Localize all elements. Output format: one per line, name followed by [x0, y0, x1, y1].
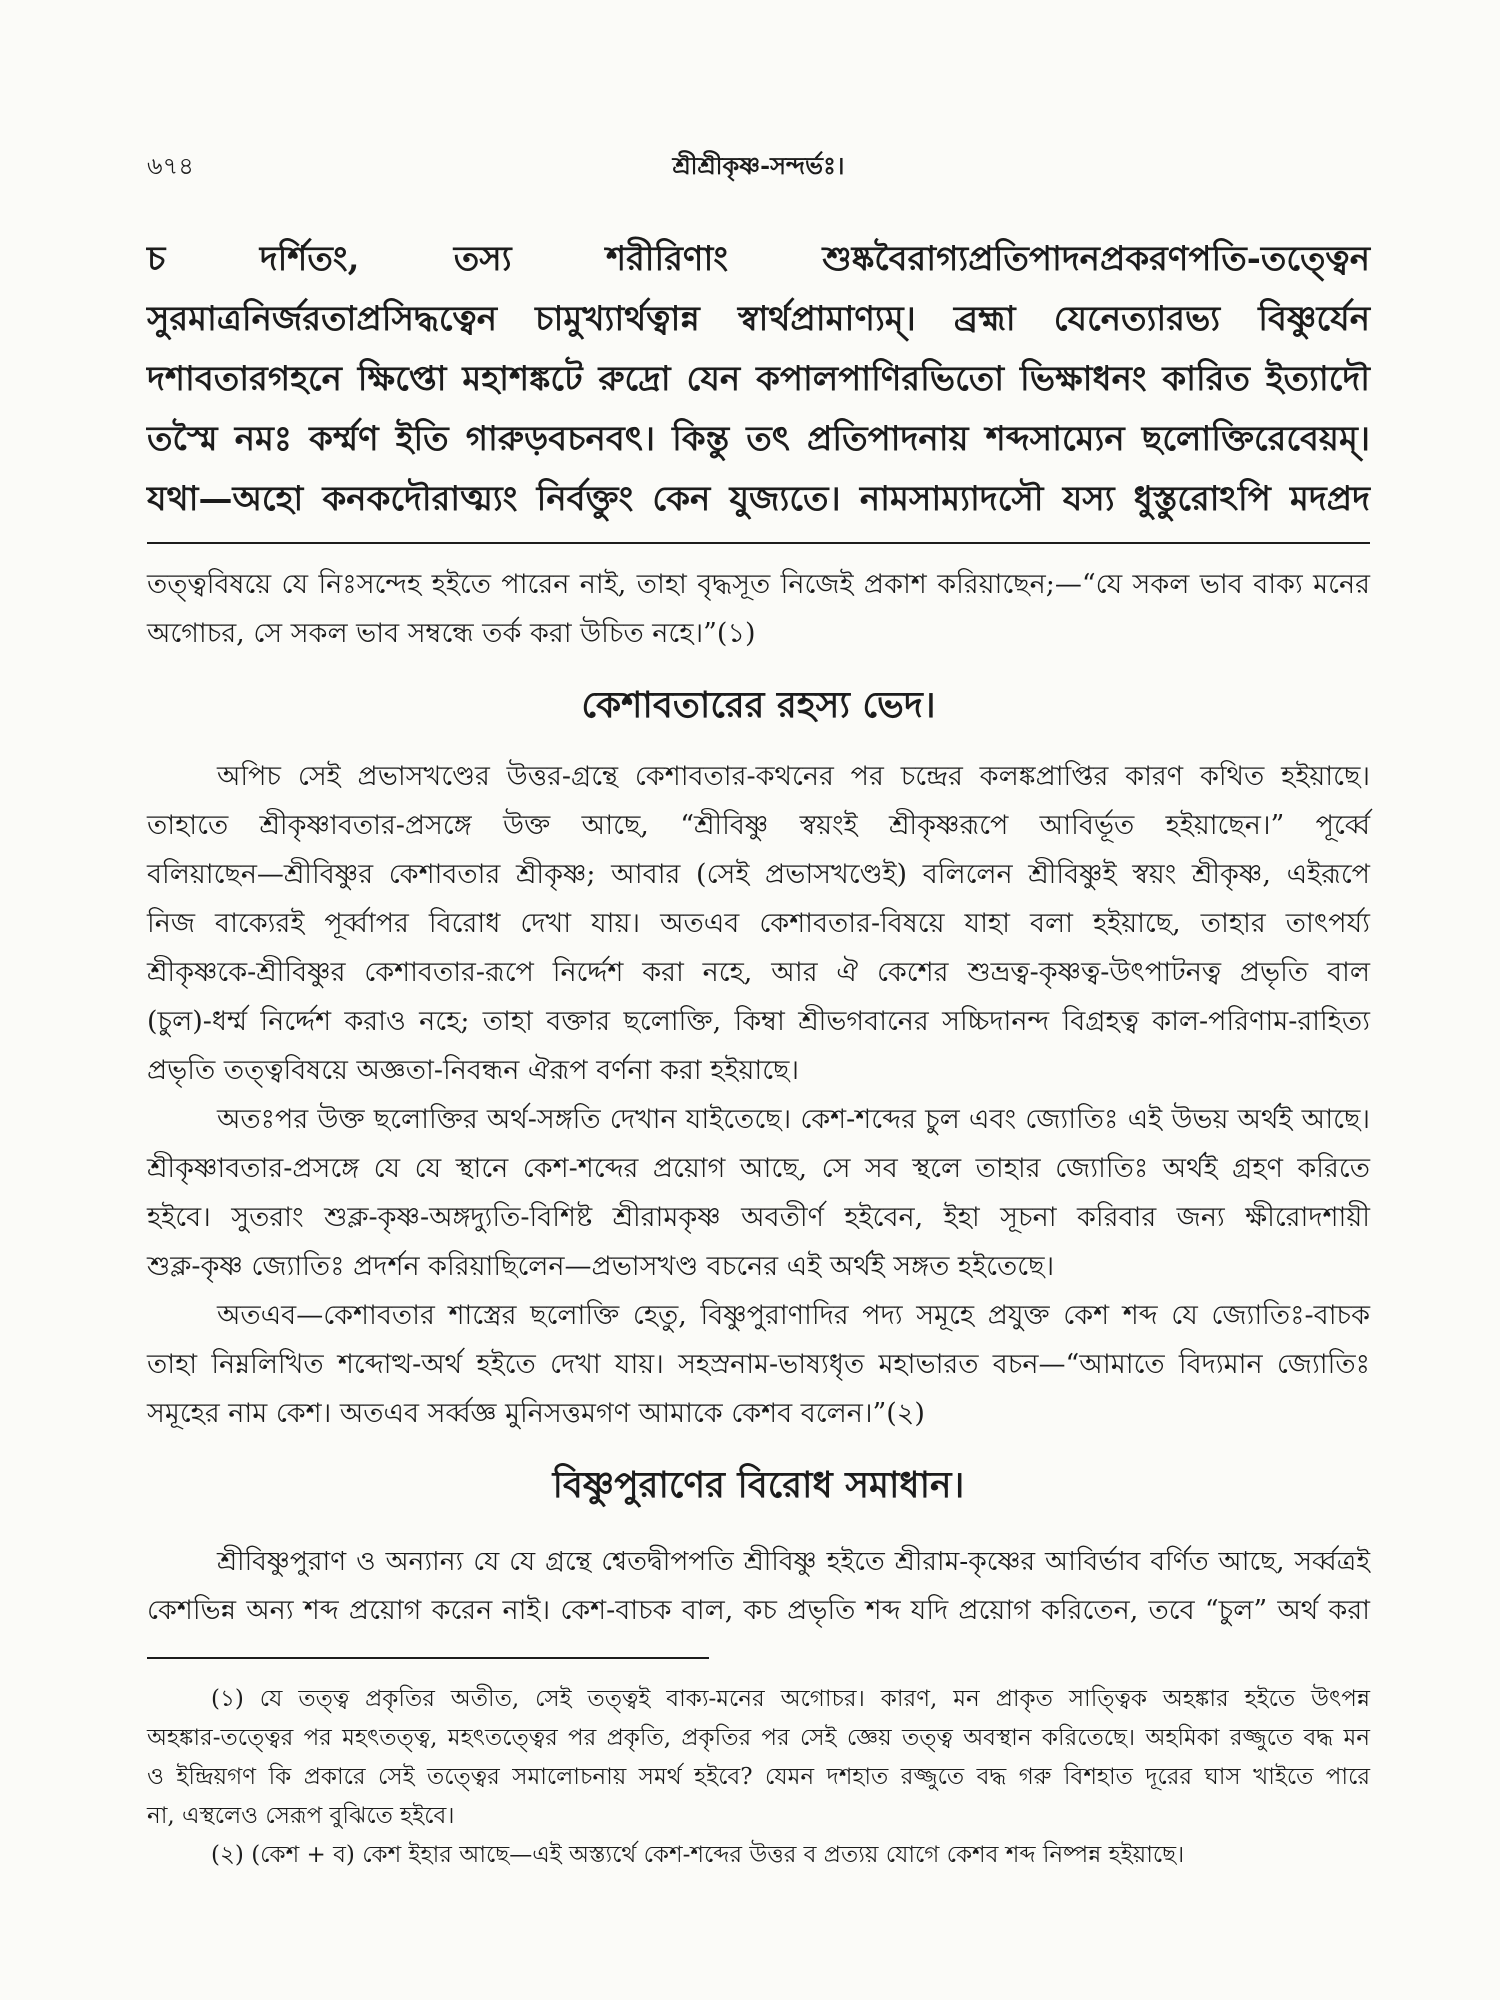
paragraph — [147, 752, 1370, 1095]
footnote-line: (২) (কেশ + ব) কেশ ইহার আছে—এই অস্ত্যর্থে কেশ-শব্দের উত্তর ব প্রত্যয় যোগে কেশব শব্দ নিষ্পন্ন হইয়াছে। — [211, 1842, 1185, 1868]
sanskrit-line: যথা—অহো কনকদৌরাত্ম্যং নির্বক্তুং কেন যুজ্যতে। নামসাম্যাদসৌ যস্য ধুস্তুরোঽপি মদপ্রদ — [147, 479, 1370, 519]
paragraph-line: প্রভৃতি তত্ত্ববিষয়ে অজ্ঞতা-নিবন্ধন ঐরূপ বর্ণনা করা হইয়াছে। — [147, 1055, 800, 1086]
footnote-line: না, এস্থলেও সেরূপ বুঝিতে হইবে। — [147, 1803, 455, 1829]
sanskrit-line: দশাবতারগহনে ক্ষিপ্তো মহাশঙ্কটে রুদ্রো যেন কপালপাণিরভিতো ভিক্ষাধনং কারিত ইত্যাদৌ — [147, 359, 1370, 399]
paragraph-line: শ্রীকৃষ্ণাবতার-প্রসঙ্গে যে যে স্থানে কেশ-শব্দের প্রয়োগ আছে, সে সব স্থলে তাহার জ্যোতিঃ অর্থই গ্রহণ করিতে — [147, 1153, 1370, 1184]
paragraph — [147, 1537, 1370, 1635]
sanskrit-passage — [147, 229, 1370, 529]
paragraph-line: তত্ত্ববিষয়ে যে নিঃসন্দেহ হইতে পারেন নাই, তাহা বৃদ্ধসূত নিজেই প্রকাশ করিয়াছেন;—“যে সকল ভাব বাক্য মনের — [147, 569, 1370, 600]
sanskrit-line: তস্মৈ নমঃ কর্ম্মণ ইতি গারুড়বচনবৎ। কিন্তু তৎ প্রতিপাদনায় শব্দসাম্যেন ছলোক্তিরেবেয়ম্। — [147, 419, 1370, 459]
footnote-line: ও ইন্দ্রিয়গণ কি প্রকারে সেই তত্ত্বের সমালোচনায় সমর্থ হইবে? যেমন দশহাত রজ্জুতে বদ্ধ গরু বিশহাত দূরের ঘাস খাইতে পারে — [147, 1764, 1370, 1790]
paragraph-line: নিজ বাক্যেরই পূর্ব্বাপর বিরোধ দেখা যায়। অতএব কেশাবতার-বিষয়ে যাহা বলা হইয়াছে, তাহার তাৎপর্য্য — [147, 908, 1370, 939]
paragraph-line: বলিয়াছেন—শ্রীবিষ্ণুর কেশাবতার শ্রীকৃষ্ণ; আবার (সেই প্রভাসখণ্ডেই) বলিলেন শ্রীবিষ্ণুই স্বয়ং শ্রীকৃষ্ণ, এইরূপে — [147, 859, 1370, 890]
footnote — [147, 1680, 1370, 1836]
paragraph-line: শ্রীকৃষ্ণকে-শ্রীবিষ্ণুর কেশাবতার-রূপে নির্দ্দেশ করা নহে, আর ঐ কেশের শুভ্রত্ব-কৃষ্ণত্ব-উৎপাটনত্ব প্রভৃতি বাল — [147, 957, 1370, 988]
paragraph-line: শুক্ল-কৃষ্ণ জ্যোতিঃ প্রদর্শন করিয়াছিলেন—প্রভাসখণ্ড বচনের এই অর্থই সঙ্গত হইতেছে। — [147, 1251, 1055, 1282]
paragraph-line: (চুল)-ধর্ম্ম নির্দ্দেশ করাও নহে; তাহা বক্তার ছলোক্তি, কিম্বা শ্রীভগবানের সচ্চিদানন্দ বিগ্রহত্ব কাল-পরিণাম-রাহিত্য — [147, 1006, 1370, 1037]
section-body — [147, 752, 1370, 1438]
paragraph-line: তাহা নিম্নলিখিত শব্দোত্থ-অর্থ হইতে দেখা যায়। সহস্রনাম-ভাষ্যধৃত মহাভারত বচন—“আমাতে বিদ্যমান জ্যোতিঃ — [147, 1349, 1370, 1380]
running-header — [147, 148, 1370, 184]
sanskrit-line: চ দর্শিতং, তস্য শরীরিণাং শুষ্কবৈরাগ্যপ্রতিপাদনপ্রকরণপতি-তত্ত্বেন — [147, 239, 1370, 279]
paragraph-line: অপিচ সেই প্রভাসখণ্ডের উত্তর-গ্রন্থে কেশাবতার-কথনের পর চন্দ্রের কলঙ্কপ্রাপ্তির কারণ কথিত হইয়াছে। — [217, 761, 1370, 792]
paragraph-line: হইবে। সুতরাং শুক্ল-কৃষ্ণ-অঙ্গদ্যুতি-বিশিষ্ট শ্রীরামকৃষ্ণ অবতীর্ণ হইবেন, ইহা সূচনা করিবার জন্য ক্ষীরোদশায়ী — [147, 1202, 1370, 1233]
paragraph — [147, 1095, 1370, 1291]
paragraph-line: সমূহের নাম কেশ। অতএব সর্ব্বজ্ঞ মুনিসত্তমগণ আমাকে কেশব বলেন।”(২) — [147, 1398, 925, 1429]
footnote-rule — [147, 1657, 709, 1659]
footnote — [147, 1836, 1370, 1875]
section-heading: বিষ্ণুপুরাণের বিরোধ সমাধান। — [552, 1464, 965, 1506]
paragraph-line: শ্রীবিষ্ণুপুরাণ ও অন্যান্য যে যে গ্রন্থে শ্বেতদ্বীপপতি শ্রীবিষ্ণু হইতে শ্রীরাম-কৃষ্ণের আবির্ভাব বর্ণিত আছে, সর্ব্বত্রই — [217, 1546, 1370, 1577]
sanskrit-line: সুরমাত্রনির্জরতাপ্রসিদ্ধত্বেন চামুখ্যার্থত্বান্ন স্বার্থপ্রামাণ্যম্। ব্রহ্মা যেনেত্যারভ্য বিষ্ণুর্যেন — [147, 299, 1370, 339]
intro-paragraph — [147, 560, 1370, 658]
paragraph-line: অতএব—কেশাবতার শাস্ত্রের ছলোক্তি হেতু, বিষ্ণুপুরাণাদির পদ্য সমূহে প্রযুক্ত কেশ শব্দ যে জ্যোতিঃ-বাচক — [217, 1300, 1370, 1331]
section-body — [147, 1537, 1370, 1635]
paragraph-line: অগোচর, সে সকল ভাব সম্বন্ধে তর্ক করা উচিত নহে।”(১) — [147, 618, 756, 649]
paragraph — [147, 1291, 1370, 1438]
paragraph-line: অতঃপর উক্ত ছলোক্তির অর্থ-সঙ্গতি দেখান যাইতেছে। কেশ-শব্দের চুল এবং জ্যোতিঃ এই উভয় অর্থই আছে। — [217, 1104, 1370, 1135]
section-heading: কেশাবতারের রহস্য ভেদ। — [581, 684, 936, 726]
paragraph-line: তাহাতে শ্রীকৃষ্ণাবতার-প্রসঙ্গে উক্ত আছে, “শ্রীবিষ্ণু স্বয়ংই শ্রীকৃষ্ণরূপে আবির্ভূত হইয়াছেন।” পূর্ব্বে — [147, 810, 1370, 841]
text-divider-rule — [147, 542, 1370, 544]
page-number: ৬৭৪ — [147, 152, 194, 180]
paragraph-line: কেশভিন্ন অন্য শব্দ প্রয়োগ করেন নাই। কেশ-বাচক বাল, কচ প্রভৃতি শব্দ যদি প্রয়োগ করিতেন, তবে “চুল” অর্থ করা — [147, 1595, 1370, 1626]
running-title: শ্রীশ্রীকৃষ্ণ-সন্দর্ভঃ। — [672, 151, 845, 180]
footnote-line: (১) যে তত্ত্ব প্রকৃতির অতীত, সেই তত্ত্বই বাক্য-মনের অগোচর। কারণ, মন প্রাকৃত সাত্ত্বিক অহঙ্কার হইতে উৎপন্ন — [211, 1686, 1370, 1712]
footnotes — [147, 1680, 1370, 1875]
footnote-line: অহঙ্কার-তত্ত্বের পর মহৎতত্ত্ব, মহৎতত্ত্বের পর প্রকৃতি, প্রকৃতির পর সেই জ্ঞেয় তত্ত্ব অবস্থান করিতেছে। অহমিকা রজ্জুতে বদ্ধ মন — [147, 1725, 1370, 1751]
bengali-commentary — [147, 560, 1370, 1635]
